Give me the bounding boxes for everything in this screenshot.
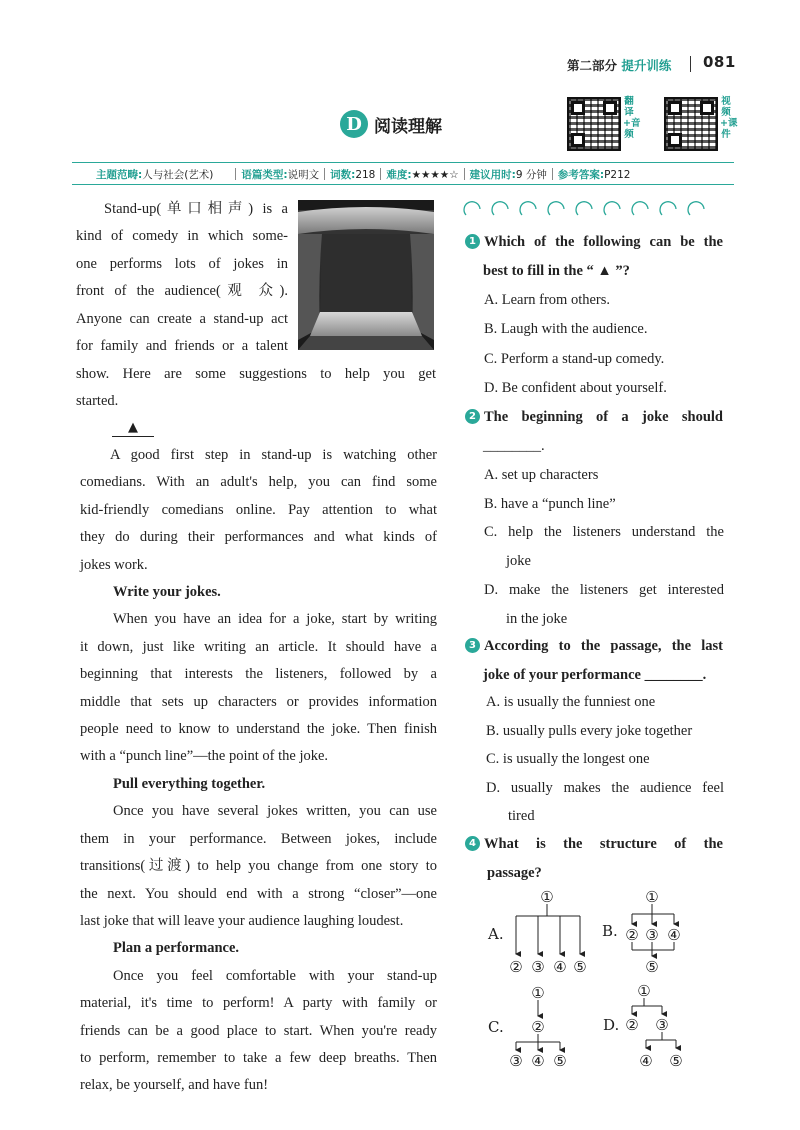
option-d-cont: tired (508, 808, 535, 825)
question-stem: Which of the following can be the (484, 234, 723, 250)
question-1-options (484, 286, 667, 403)
diagram-a (509, 888, 586, 976)
intro-paragraph (76, 196, 288, 360)
node-1: ① (645, 888, 659, 906)
option-d[interactable]: D. make the listeners get interested (484, 581, 724, 598)
question-number: 2 (465, 409, 480, 424)
diagram-c (509, 984, 566, 1070)
text-line: one performs lots of jokes in (76, 255, 288, 272)
text-line: beginning that interests the listeners, followed by a (80, 666, 437, 683)
text-line: people need to know to understand the joke. Then finish (80, 721, 437, 738)
page-title (340, 108, 442, 140)
text-line: they do during their performances and what kinds of (80, 529, 437, 546)
heading-plan-performance: Plan a performance. (113, 940, 240, 957)
node-3: ③ (655, 1016, 669, 1034)
question-1 (465, 228, 723, 286)
option-b[interactable]: B. usually pulls every joke together (486, 722, 693, 739)
info-theme: 主题范畴:人与社会(艺术) (96, 168, 214, 181)
diagram-b (625, 888, 680, 976)
blank-heading-marker: ▲ (112, 420, 154, 437)
text-line: front of the audience(观 众). (76, 283, 288, 300)
question-stem: passage? (487, 865, 542, 881)
text-line: for family and friends or a talent (76, 338, 288, 355)
node-2: ② (531, 1018, 545, 1036)
section-name: 提升训练 (621, 58, 672, 73)
text-line: Stand-up(单口相声) is a (104, 201, 288, 217)
header-divider (690, 56, 691, 72)
diagram-a-label[interactable]: A. (488, 925, 504, 943)
text-line: Once you feel comfortable with your stand-up (113, 967, 437, 984)
node-4: ④ (639, 1052, 653, 1070)
info-answer-ref: 参考答案:P212 (557, 168, 631, 181)
page-number: 081 (703, 53, 736, 71)
option-c[interactable]: C. Perform a stand-up comedy. (484, 350, 665, 367)
node-1: ① (540, 888, 554, 906)
node-1: ① (531, 984, 545, 1002)
node-5: ⑤ (645, 958, 659, 976)
heading-write-jokes: Write your jokes. (113, 584, 221, 601)
text-line: kid-friendly comedians online. Pay attention to what (80, 501, 437, 518)
info-bar (72, 166, 734, 182)
text-line: started. (76, 393, 119, 410)
question-3-options (486, 688, 724, 831)
node-3: ③ (509, 1052, 523, 1070)
stage-photo (298, 200, 434, 350)
option-d[interactable]: D. usually makes the audience feel (486, 779, 724, 796)
heading-pull-together: Pull everything together. (113, 775, 266, 792)
text-line: When you have an idea for a joke, start by writing (113, 611, 437, 628)
diagram-b-label[interactable]: B. (602, 922, 618, 940)
question-number: 3 (465, 638, 480, 653)
question-stem: According to the passage, the last (484, 638, 723, 654)
diagram-d-label[interactable]: D. (603, 1016, 620, 1034)
paragraph-1 (80, 442, 437, 1100)
node-4: ④ (667, 926, 681, 944)
qr-label-translation: 翻译+音频 (623, 96, 641, 140)
text-line: relax, be yourself, and have fun! (80, 1077, 269, 1094)
node-2: ② (625, 926, 639, 944)
intro-paragraph-cont (76, 361, 436, 416)
text-line: with a “punch line”—the point of the joke. (80, 748, 329, 765)
node-5: ⑤ (573, 958, 587, 976)
text-line: Anyone can create a stand-up act (76, 310, 288, 327)
text-line: comedians. With an adult's help, you can find some (80, 474, 437, 491)
option-a[interactable]: A. set up characters (484, 467, 599, 483)
question-blank: ________. (483, 438, 545, 454)
diagram-c-label[interactable]: C. (488, 1018, 504, 1036)
ring-decoration (462, 197, 732, 219)
text-line: it down, just like writing an article. It should have a (80, 638, 437, 655)
qr-code-translation[interactable] (567, 97, 621, 151)
option-a[interactable]: A. is usually the funniest one (486, 694, 656, 710)
node-4: ④ (553, 958, 567, 976)
node-2: ② (625, 1016, 639, 1034)
title-text: 阅读理解 (374, 116, 442, 137)
section-label (567, 56, 671, 74)
question-stem: The beginning of a joke should (484, 409, 723, 425)
text-line: middle that sets up characters or provides information (80, 693, 437, 710)
structure-diagrams (480, 884, 730, 1074)
node-5: ⑤ (553, 1052, 567, 1070)
diagram-d (625, 982, 682, 1070)
option-c[interactable]: C. is usually the longest one (486, 751, 650, 768)
info-word-count: 词数:218 (330, 168, 376, 181)
question-number: 4 (465, 836, 480, 851)
text-line: friends can be a good place to start. When you're ready (80, 1022, 437, 1039)
text-line: kind of comedy in which some- (76, 228, 288, 245)
text-line: transitions(过渡) to help you change from one story to (80, 858, 437, 875)
question-2 (465, 403, 723, 461)
node-1: ① (637, 982, 651, 1000)
question-number: 1 (465, 234, 480, 249)
text-line: material, it's time to perform! A party with family or (80, 995, 437, 1012)
option-b[interactable]: B. have a “punch line” (484, 495, 616, 512)
node-3: ③ (531, 958, 545, 976)
info-bar-bottom-rule (72, 184, 734, 185)
option-c-cont: joke (506, 553, 531, 570)
info-suggested-time: 建议用时:9 分钟 (469, 168, 547, 181)
question-stem: joke of your performance ________. (483, 667, 707, 683)
option-b[interactable]: B. Laugh with the audience. (484, 321, 648, 338)
text-line: them in your performance. Between jokes, include (80, 830, 437, 847)
option-c[interactable]: C. help the listeners understand the (484, 524, 724, 541)
text-line: Once you have several jokes written, you can use (113, 803, 437, 820)
node-4: ④ (531, 1052, 545, 1070)
section-badge: D (340, 110, 368, 138)
text-line: show. Here are some suggestions to help you get (76, 366, 436, 382)
qr-code-video[interactable] (664, 97, 718, 151)
info-difficulty: 难度:★★★★☆ (386, 168, 459, 181)
option-d-cont: in the joke (506, 610, 568, 627)
option-a[interactable]: A. Learn from others. (484, 292, 611, 308)
text-line: A good first step in stand-up is watching other (110, 447, 437, 463)
section-number: 第二部分 (567, 58, 618, 73)
stage-illustration (298, 200, 434, 350)
question-stem: best to fill in the “ ▲ ”? (483, 263, 630, 279)
text-line: the next. You should end with a strong “closer”—one (80, 885, 437, 902)
question-stem: What is the structure of the (484, 836, 723, 852)
question-2-options (484, 461, 724, 633)
text-line: jokes work. (80, 556, 148, 573)
question-3 (465, 632, 723, 690)
question-4 (465, 830, 723, 888)
text-line: last joke that will leave your audience laughing loudest. (80, 912, 404, 929)
node-3: ③ (645, 926, 659, 944)
info-genre: 语篇类型:说明文 (241, 168, 320, 181)
qr-label-video: 视频+课件 (720, 96, 738, 140)
node-2: ② (509, 958, 523, 976)
text-line: to perform, remember to take a few deep breaths. Then (80, 1049, 437, 1066)
info-bar-top-rule (72, 162, 734, 163)
node-5: ⑤ (669, 1052, 683, 1070)
option-d[interactable]: D. Be confident about yourself. (484, 379, 667, 396)
